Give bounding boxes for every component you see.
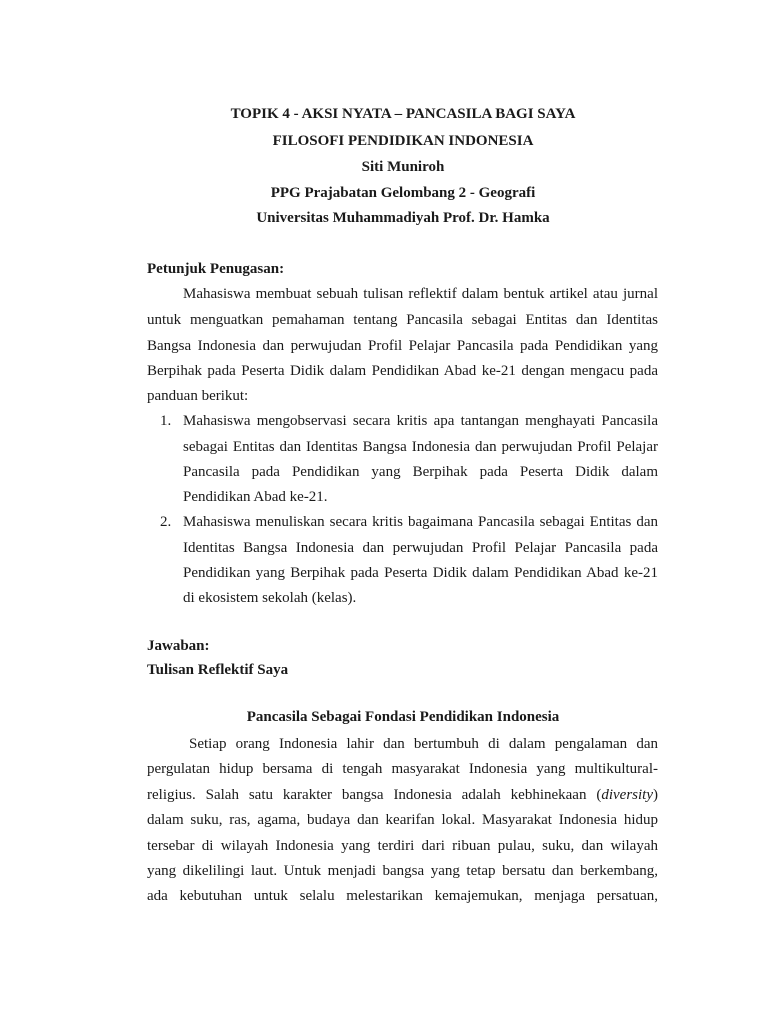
list-number: 1. <box>160 413 172 429</box>
document-subject: FILOSOFI PENDIDIKAN INDONESIA <box>272 133 534 149</box>
article-text: ) <box>653 787 658 803</box>
program-name: PPG Prajabatan Gelombang 2 - Geografi <box>270 185 536 201</box>
list-item-line: Mahasiswa mengobservasi secara kritis apa tantangan menghayati Pancasila <box>183 413 658 429</box>
list-item-line: Pendidikan yang Berpihak pada Peserta Didik dalam Pendidikan Abad ke-21 <box>183 565 658 581</box>
university-name: Universitas Muhammadiyah Prof. Dr. Hamka <box>256 210 550 226</box>
instructions-line: Bangsa Indonesia dan perwujudan Profil Pelajar Pancasila pada Pendidikan yang <box>147 338 658 354</box>
instructions-line: Mahasiswa membuat sebuah tulisan reflektif dalam bentuk artikel atau jurnal <box>183 286 658 302</box>
answer-heading: Jawaban: <box>147 638 210 654</box>
article-line: pergulatan hidup bersama di tengah masyarakat Indonesia yang multikultural- <box>147 761 658 777</box>
article-text: religius. Salah satu karakter bangsa Indonesia adalah kebhinekaan ( <box>147 787 602 803</box>
list-item-line: Identitas Bangsa Indonesia dan perwujudan Profil Pelajar Pancasila pada <box>183 540 658 556</box>
list-item-line: sebagai Entitas dan Identitas Bangsa Indonesia dan perwujudan Profil Pelajar <box>183 439 658 455</box>
list-item-line: Pancasila pada Pendidikan yang Berpihak pada Peserta Didik dalam <box>183 464 658 480</box>
list-item-line: di ekosistem sekolah (kelas). <box>183 590 357 606</box>
instructions-line: untuk menguatkan pemahaman tentang Pancasila sebagai Entitas dan Identitas <box>147 312 658 328</box>
list-item-line: Pendidikan Abad ke-21. <box>183 489 328 505</box>
article-line: tersebar di wilayah Indonesia yang terdiri dari ribuan pulau, suku, dan wilayah <box>147 838 658 854</box>
instructions-heading: Petunjuk Penugasan: <box>147 261 285 277</box>
article-line: dalam suku, ras, agama, budaya dan kearifan lokal. Masyarakat Indonesia hidup <box>147 812 658 828</box>
article-line: ada kebutuhan untuk selalu melestarikan kemajemukan, menjaga persatuan, <box>147 888 658 904</box>
article-line: Setiap orang Indonesia lahir dan bertumbuh di dalam pengalaman dan <box>189 736 658 752</box>
list-number: 2. <box>160 514 172 530</box>
list-item-line: Mahasiswa menuliskan secara kritis bagaimana Pancasila sebagai Entitas dan <box>183 514 658 530</box>
reflection-heading: Tulisan Reflektif Saya <box>147 662 289 678</box>
article-line: yang dikelilingi laut. Untuk menjadi bangsa yang tetap bersatu dan berkembang, <box>147 863 658 879</box>
article-text-italic: diversity <box>601 787 653 803</box>
instructions-line: panduan berikut: <box>147 388 249 404</box>
author-name: Siti Muniroh <box>361 159 445 175</box>
instructions-line: Berpihak pada Peserta Didik dalam Pendidikan Abad ke-21 dengan mengacu pada <box>147 363 658 379</box>
article-title: Pancasila Sebagai Fondasi Pendidikan Indonesia <box>246 709 560 725</box>
document-topic-title: TOPIK 4 - AKSI NYATA – PANCASILA BAGI SAYA <box>230 106 576 122</box>
article-line <box>147 785 658 805</box>
